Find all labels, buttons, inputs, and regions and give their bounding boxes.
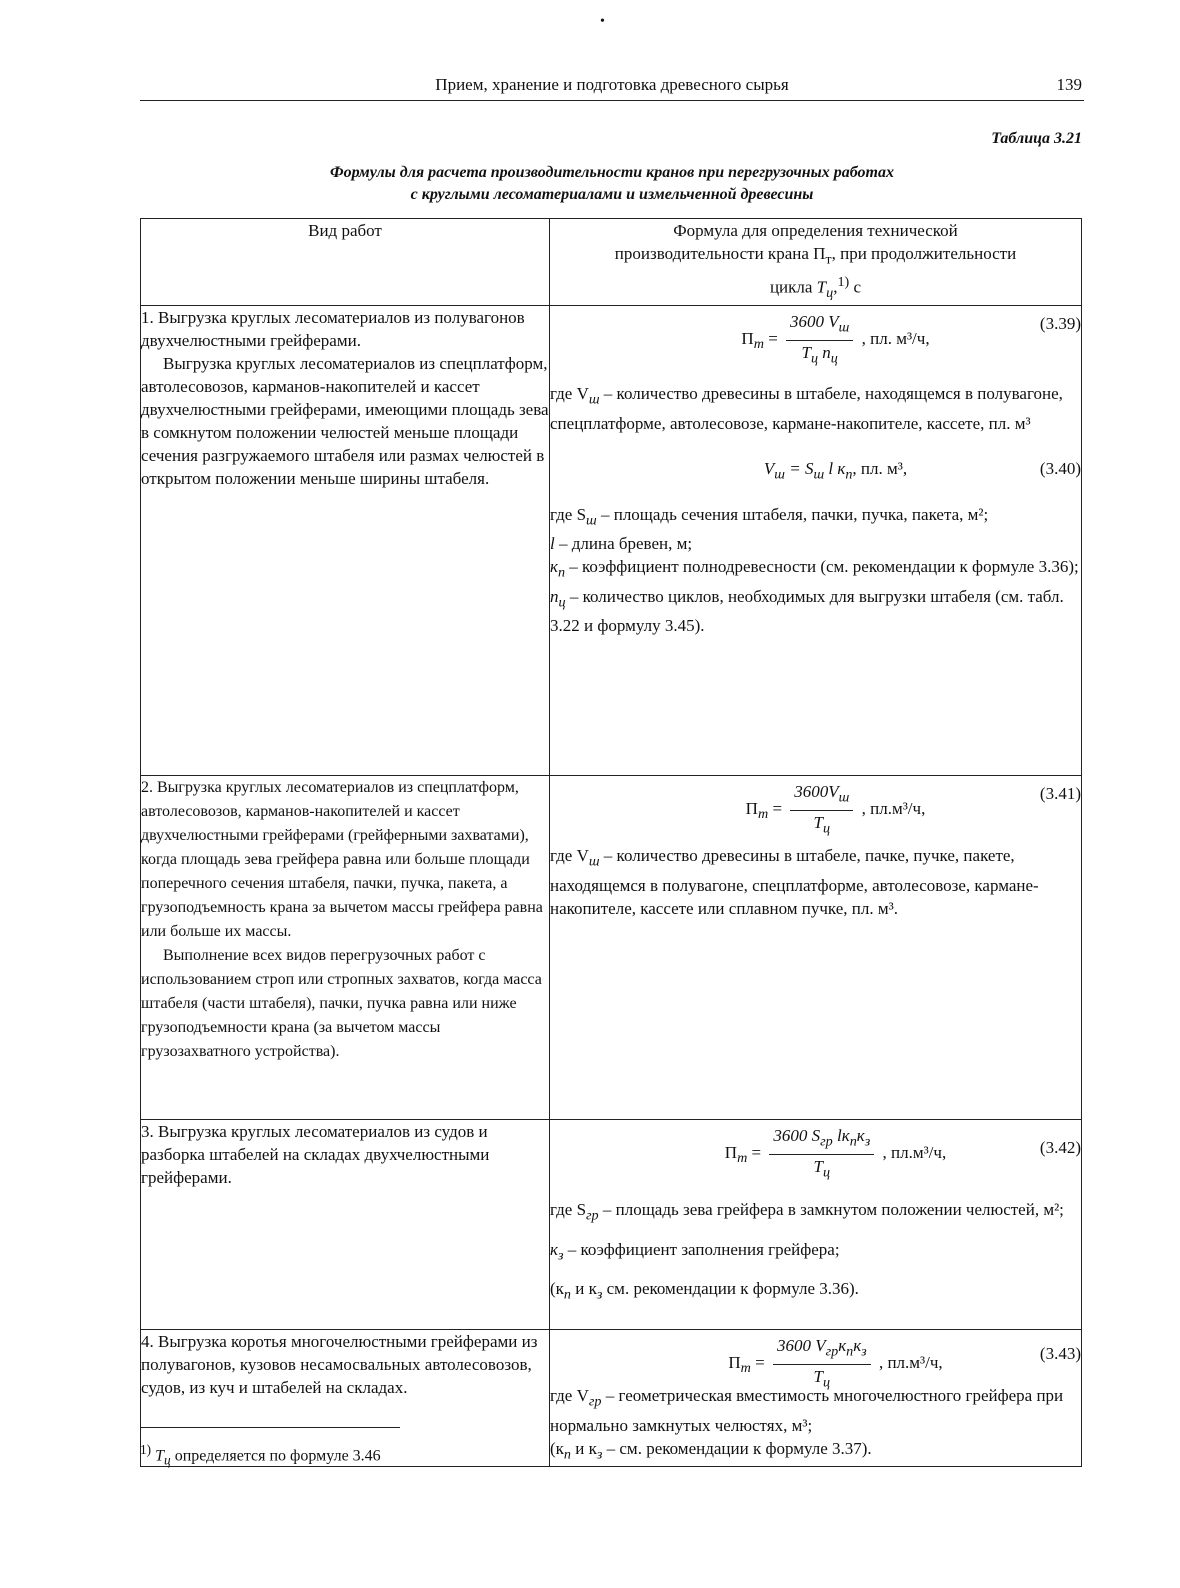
fraction: $\frac{3600 V_ш}{T_ц n_ц}$	[786, 310, 853, 370]
formula-description: где $V_ш$ – количество древесины в штабеле, пачке, пучке, пакете, находящемся в полувагоне, спецплатформе, автолесовозе, кармане-накопителе, кассете или сплавном пучке, пл. м³.	[550, 846, 1039, 918]
page-speck: •	[600, 14, 605, 29]
formula-number: (3.41)	[1039, 784, 1081, 804]
col2-line1: Формула для определения технической	[673, 221, 958, 240]
formula-number: (3.42)	[1039, 1138, 1081, 1158]
work-type-cell	[141, 1120, 550, 1330]
formula-description: $к_п$ – коэффициент полнодревесности (см. рекомендации к формуле 3.36);	[550, 557, 1079, 581]
col2-line2: производительности крана $П_т$, при продолжительности	[614, 244, 1017, 268]
formula-3-42: $П_т$ = $\frac{3600 S_{гр} lк_пк_з}{T_ц}$ , пл.м³/ч, (3.42)	[550, 1120, 1081, 1186]
formula-description: l – длина бревен, м;	[550, 534, 693, 554]
formula-description: ($к_п$ и $к_з$ см. рекомендации к формуле 3.36).	[550, 1279, 859, 1303]
caption-line-2: с круглыми лесоматериалами и измельченной древесины	[410, 186, 814, 203]
work-type-cell	[141, 776, 550, 1120]
footnote: $^{1)}$ $T_ц$ определяется по формуле 3.46	[140, 1442, 381, 1468]
work-type-text: 4. Выгрузка коротья многочелюстными грейферами из полувагонов, кузовов несамосвальных автолесовозов, судов, из куч и штабелей на складах.	[141, 1332, 538, 1398]
running-header	[140, 72, 1084, 101]
work-type-text: 3. Выгрузка круглых лесоматериалов из судов и разборка штабелей на складах двухчелюстными грейферами.	[141, 1122, 490, 1188]
work-type-text: 2. Выгрузка круглых лесоматериалов из спецплатформ, автолесовозов, карманов-накопителей и кассет двухчелюстными грейферами (грейферными захватами), когда площадь зева грейфера равна или больше площади поперечного сечения штабеля, пачки, пучка, пакета, а грузоподъемность крана за вычетом массы грейфера равна или больше их массы.	[141, 779, 543, 941]
table-header-row	[141, 219, 1082, 306]
formula-description: где $V_ш$ – количество древесины в штабеле, находящемся в полувагоне, спецплатформе, автолесовозе, кармане-накопителе, кассете, пл. м³	[550, 384, 1063, 433]
work-type-text: Выполнение всех видов перегрузочных работ с использованием строп или стропных захватов, когда масса штабеля (части штабеля), пачки, пучка равна или ниже грузоподъемности крана (за вычетом массы грузозахватного устройства).	[141, 947, 542, 1061]
formula-number: (3.40)	[1039, 458, 1081, 478]
formula-cell	[550, 1120, 1082, 1330]
table-caption	[140, 162, 1084, 206]
formula-cell	[550, 776, 1082, 1120]
col2-line3: цикла $Т_ц,^{1)}$ с	[769, 274, 862, 302]
formula-cell	[550, 1330, 1082, 1467]
footnote-rule	[140, 1427, 400, 1428]
table-label: Таблица 3.21	[991, 130, 1082, 147]
formula-description: где $S_{гр}$ – площадь зева грейфера в замкнутом положении челюстей, м²;	[550, 1200, 1064, 1224]
formula-cell	[550, 306, 1082, 776]
formula-description: $n_ц$ – количество циклов, необходимых для выгрузки штабеля (см. табл. 3.22 и формулу 3.45).	[550, 586, 1064, 635]
formula-3-39: $П_т$ = $\frac{3600 V_ш}{T_ц n_ц}$ , пл. м³/ч, (3.39)	[550, 306, 1081, 362]
work-type-cell	[141, 306, 550, 776]
page-number: 139	[1056, 75, 1082, 94]
formula-description: $к_з$ – коэффициент заполнения грейфера;	[550, 1239, 840, 1264]
fraction: $\frac{3600 S_{гр} lк_пк_з}{T_ц}$	[769, 1124, 874, 1184]
fraction: $\frac{3600V_ш}{T_ц}$	[790, 780, 853, 840]
formula-number: (3.39)	[1039, 314, 1081, 334]
table-row	[141, 776, 1082, 1120]
column-header-work-type: Вид работ	[141, 219, 550, 306]
formula-description: где $V_{гр}$ – геометрическая вместимость многочелюстного грейфера при нормально замкнутых челюстях, м³;	[550, 1386, 1064, 1435]
column-header-formula	[550, 219, 1082, 306]
formula-table	[140, 218, 1082, 1467]
formula-3-43: $П_т$ = $\frac{3600 V_{гр}к_пк_з}{T_ц}$ , пл.м³/ч, (3.43)	[550, 1330, 1081, 1384]
running-title: Прием, хранение и подготовка древесного сырья	[435, 75, 789, 94]
formula-description: где $S_ш$ – площадь сечения штабеля, пачки, пучка, пакета, м²;	[550, 504, 989, 529]
work-type-text: Выгрузка круглых лесоматериалов из спецплатформ, автолесовозов, карманов-накопителей и кассет двухчелюстными грейферами, имеющими площадь зева в сомкнутом положении челюстей меньше площади сечения разгружаемого штабеля или размах челюстей в открытом положении меньше ширины штабеля.	[141, 354, 549, 489]
caption-line-1: Формулы для расчета производительности кранов при перегрузочных работах	[330, 164, 894, 181]
formula-3-41: $П_т$ = $\frac{3600V_ш}{T_ц}$ , пл.м³/ч, (3.41)	[550, 776, 1081, 832]
table-row	[141, 306, 1082, 776]
work-type-text: 1. Выгрузка круглых лесоматериалов из полувагонов двухчелюстными грейферами.	[141, 308, 525, 351]
table-row	[141, 1120, 1082, 1330]
fraction: $\frac{3600 V_{гр}к_пк_з}{T_ц}$	[773, 1334, 871, 1394]
formula-description: ($к_п$ и $к_з$ – см. рекомендации к формуле 3.37).	[550, 1438, 872, 1463]
formula-number: (3.43)	[1039, 1344, 1081, 1364]
formula-3-40: $V_ш = S_ш$ l $к_п$, пл. м³, (3.40)	[763, 458, 1081, 483]
